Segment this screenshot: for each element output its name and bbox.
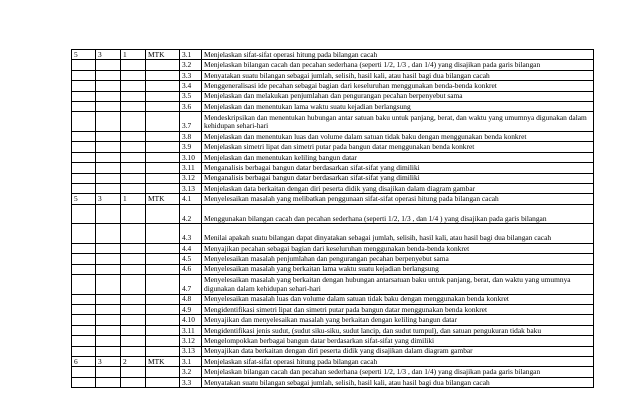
cell-empty	[96, 254, 121, 264]
cell-deskripsi: Menjelaskan bilangan cacah dan pecahan sederhana (seperti 1/2, 1/3 , dan 1/4) yang disajikan pada garis bilangan	[202, 367, 594, 377]
cell-empty	[72, 294, 96, 304]
cell-empty	[121, 315, 146, 325]
table-row	[72, 243, 594, 253]
cell-mapel: MTK	[146, 50, 180, 60]
cell-empty	[121, 81, 146, 91]
cell-empty	[96, 336, 121, 346]
cell-kode: 3.2	[180, 367, 202, 377]
cell-empty	[146, 152, 180, 162]
cell-empty	[96, 367, 121, 377]
cell-empty	[72, 315, 96, 325]
cell-empty	[146, 243, 180, 253]
cell-kode: 3.1	[180, 356, 202, 366]
cell-empty	[96, 81, 121, 91]
cell-empty	[96, 325, 121, 335]
cell-mapel: MTK	[146, 356, 180, 366]
cell-empty	[96, 101, 121, 111]
cell-empty	[146, 367, 180, 377]
cell-empty	[121, 305, 146, 315]
cell-empty	[146, 91, 180, 101]
cell-empty	[121, 243, 146, 253]
cell-kode: 3.12	[180, 173, 202, 183]
cell-deskripsi: Menjelaskan bilangan cacah dan pecahan sederhana (seperti 1/2, 1/3 , dan 1/4) yang disajikan pada garis bilangan	[202, 60, 594, 70]
cell-deskripsi: Menyelesaikan masalah penjumlahan dan pengurangan pecahan berpenyebut sama	[202, 254, 594, 264]
cell-empty	[72, 101, 96, 111]
cell-empty	[121, 60, 146, 70]
cell-empty	[146, 60, 180, 70]
cell-empty	[72, 336, 96, 346]
cell-empty	[96, 243, 121, 253]
cell-kode: 3.13	[180, 346, 202, 356]
table-row	[72, 224, 594, 244]
cell-empty	[121, 264, 146, 274]
table-row	[72, 305, 594, 315]
cell-deskripsi: Menyajikan pecahan sebagai bagian dari keseluruhan menggunakan benda-benda konkret	[202, 243, 594, 253]
cell-no: 5	[72, 50, 96, 60]
cell-empty	[96, 91, 121, 101]
cell-empty	[96, 142, 121, 152]
cell-deskripsi: Menyelesaikan masalah yang berkaitan dengan hubungan antarsatuan baku untuk panjang, berat, dan waktu yang umumnya digunakan dalam kehidupan sehari-hari	[202, 275, 594, 295]
cell-kode: 3.12	[180, 336, 202, 346]
cell-empty	[72, 224, 96, 244]
cell-empty	[72, 254, 96, 264]
cell-kode: 3.4	[180, 81, 202, 91]
table-row	[72, 346, 594, 356]
cell-empty	[72, 183, 96, 193]
cell-empty	[96, 264, 121, 274]
cell-empty	[72, 173, 96, 183]
table-row	[72, 325, 594, 335]
cell-deskripsi: Menilai apakah suatu bilangan dapat dinyatakan sebagai jumlah, selisih, hasil kali, atau hasil bagi dua bilangan cacah	[202, 224, 594, 244]
cell-empty	[121, 152, 146, 162]
cell-deskripsi: Menjelaskan simetri lipat dan simetri putar pada bangun datar menggunakan benda konkret	[202, 142, 594, 152]
table-row	[72, 50, 594, 60]
cell-kode: 4.10	[180, 315, 202, 325]
cell-empty	[96, 294, 121, 304]
cell-kode: 4.1	[180, 194, 202, 204]
cell-empty	[72, 264, 96, 274]
cell-empty	[96, 315, 121, 325]
cell-deskripsi: Menyajikan dan menyelesaikan masalah yang berkaitan dengan keliling bangun datar	[202, 315, 594, 325]
cell-kode: 3.10	[180, 152, 202, 162]
cell-empty	[121, 275, 146, 295]
cell-empty	[96, 377, 121, 387]
cell-empty	[146, 325, 180, 335]
cell-kode: 4.2	[180, 204, 202, 224]
cell-empty	[72, 152, 96, 162]
cell-deskripsi: Mengelompokkan berbagai bangun datar berdasarkan sifat-sifat yang dimiliki	[202, 336, 594, 346]
cell-empty	[72, 367, 96, 377]
cell-deskripsi: Mengidentifikasi jenis sudut, (sudut siku-siku, sudut lancip, dan sudut tumpul), dan satuan pengukuran tidak baku	[202, 325, 594, 335]
cell-empty	[72, 377, 96, 387]
cell-deskripsi: Menganalisis berbagai bangun datar berdasarkan sifat-sifat yang dimiliki	[202, 163, 594, 173]
table-row	[72, 81, 594, 91]
table-row	[72, 91, 594, 101]
cell-semester: 1	[121, 50, 146, 60]
cell-kode: 3.1	[180, 50, 202, 60]
cell-empty	[146, 142, 180, 152]
cell-empty	[121, 173, 146, 183]
cell-kelas: 3	[96, 356, 121, 366]
cell-empty	[96, 346, 121, 356]
cell-empty	[72, 204, 96, 224]
cell-empty	[146, 254, 180, 264]
cell-kode: 4.8	[180, 294, 202, 304]
cell-empty	[121, 183, 146, 193]
table-row	[72, 315, 594, 325]
cell-empty	[96, 224, 121, 244]
table-row	[72, 367, 594, 377]
cell-kode: 4.7	[180, 275, 202, 295]
cell-semester: 1	[121, 194, 146, 204]
cell-semester: 2	[121, 356, 146, 366]
cell-empty	[72, 91, 96, 101]
cell-kode: 3.2	[180, 60, 202, 70]
cell-no: 6	[72, 356, 96, 366]
cell-empty	[146, 101, 180, 111]
cell-empty	[72, 243, 96, 253]
cell-kode: 3.6	[180, 101, 202, 111]
cell-mapel: MTK	[146, 194, 180, 204]
cell-kode: 3.11	[180, 163, 202, 173]
cell-empty	[96, 305, 121, 315]
cell-empty	[121, 163, 146, 173]
cell-empty	[121, 346, 146, 356]
cell-kode: 4.5	[180, 254, 202, 264]
table-row	[72, 131, 594, 141]
cell-kode: 4.9	[180, 305, 202, 315]
table-row	[72, 194, 594, 204]
cell-empty	[72, 163, 96, 173]
cell-deskripsi: Menjelaskan data berkaitan dengan diri peserta didik yang disajikan dalam diagram gambar	[202, 183, 594, 193]
table-row	[72, 183, 594, 193]
cell-empty	[72, 275, 96, 295]
cell-deskripsi: Mengidentifikasi simetri lipat dan simetri putar pada bangun datar menggunakan benda konkret	[202, 305, 594, 315]
table-row	[72, 112, 594, 132]
cell-empty	[146, 204, 180, 224]
cell-empty	[146, 131, 180, 141]
cell-empty	[96, 183, 121, 193]
cell-deskripsi: Menyatakan suatu bilangan sebagai jumlah, selisih, hasil kali, atau hasil bagi dua bilangan cacah	[202, 377, 594, 387]
cell-empty	[121, 377, 146, 387]
cell-empty	[96, 60, 121, 70]
table-row	[72, 101, 594, 111]
cell-kode: 4.6	[180, 264, 202, 274]
table-body	[72, 50, 594, 388]
table-row	[72, 163, 594, 173]
cell-empty	[146, 112, 180, 132]
cell-empty	[121, 325, 146, 335]
cell-empty	[72, 325, 96, 335]
cell-kode: 4.4	[180, 243, 202, 253]
cell-empty	[96, 173, 121, 183]
cell-deskripsi: Menyajikan data berkaitan dengan diri peserta didik yang disajikan dalam diagram gambar	[202, 346, 594, 356]
table-row	[72, 356, 594, 366]
cell-empty	[146, 264, 180, 274]
cell-empty	[72, 81, 96, 91]
cell-empty	[146, 163, 180, 173]
cell-empty	[121, 101, 146, 111]
cell-deskripsi: Menyelesaikan masalah yang berkaitan lama waktu suatu kejadian berlangsung	[202, 264, 594, 274]
cell-kode: 3.13	[180, 183, 202, 193]
cell-kelas: 3	[96, 50, 121, 60]
cell-empty	[121, 131, 146, 141]
cell-deskripsi: Menjelaskan sifat-sifat operasi hitung pada bilangan cacah	[202, 50, 594, 60]
cell-empty	[121, 70, 146, 80]
cell-empty	[121, 294, 146, 304]
table-row	[72, 254, 594, 264]
cell-empty	[146, 305, 180, 315]
cell-empty	[72, 70, 96, 80]
cell-deskripsi: Menjelaskan sifat-sifat operasi hitung pada bilangan cacah	[202, 356, 594, 366]
cell-deskripsi: Menggeneralisasi ide pecahan sebagai bagian dari keseluruhan menggunakan benda-benda konkret	[202, 81, 594, 91]
cell-empty	[96, 163, 121, 173]
cell-empty	[146, 275, 180, 295]
cell-deskripsi: Menjelaskan dan menentukan lama waktu suatu kejadian berlangsung	[202, 101, 594, 111]
table-row	[72, 173, 594, 183]
table-row	[72, 60, 594, 70]
cell-empty	[121, 91, 146, 101]
cell-deskripsi: Mendeskripsikan dan menentukan hubungan antar satuan baku untuk panjang, berat, dan waktu yang umumnya digunakan dalam kehidupan sehari-hari	[202, 112, 594, 132]
cell-empty	[121, 224, 146, 244]
cell-deskripsi: Menggunakan bilangan cacah dan pecahan sederhana (seperti 1/2, 1/3 , dan 1/4 ) yang disajikan pada garis bilangan	[202, 204, 594, 224]
cell-empty	[96, 204, 121, 224]
cell-kode: 3.7	[180, 112, 202, 132]
cell-no: 5	[72, 194, 96, 204]
cell-deskripsi: Menyelesaikan masalah yang melibatkan penggunaan sifat-sifat operasi hitung pada bilangan cacah	[202, 194, 594, 204]
cell-empty	[146, 81, 180, 91]
cell-kelas: 3	[96, 194, 121, 204]
table-row	[72, 377, 594, 387]
cell-kode: 3.3	[180, 70, 202, 80]
cell-empty	[72, 131, 96, 141]
cell-empty	[96, 152, 121, 162]
cell-empty	[146, 377, 180, 387]
cell-deskripsi: Menjelaskan dan menentukan luas dan volume dalam satuan tidak baku dengan menggunakan benda konkret	[202, 131, 594, 141]
cell-empty	[72, 346, 96, 356]
table-row	[72, 264, 594, 274]
cell-deskripsi: Menjelaskan dan menentukan keliling bangun datar	[202, 152, 594, 162]
cell-kode: 3.3	[180, 377, 202, 387]
cell-empty	[121, 112, 146, 132]
cell-empty	[121, 367, 146, 377]
table-row	[72, 152, 594, 162]
cell-empty	[146, 173, 180, 183]
cell-deskripsi: Menyelesaikan masalah luas dan volume dalam satuan tidak baku dengan menggunakan benda konkret	[202, 294, 594, 304]
cell-kode: 4.3	[180, 224, 202, 244]
cell-kode: 3.5	[180, 91, 202, 101]
cell-empty	[121, 336, 146, 346]
cell-empty	[72, 60, 96, 70]
kompetensi-dasar-table	[71, 49, 594, 388]
cell-empty	[121, 142, 146, 152]
cell-empty	[121, 254, 146, 264]
cell-empty	[146, 294, 180, 304]
cell-empty	[96, 275, 121, 295]
cell-empty	[146, 346, 180, 356]
table-row	[72, 336, 594, 346]
cell-empty	[146, 315, 180, 325]
cell-empty	[146, 336, 180, 346]
table-row	[72, 142, 594, 152]
table-row	[72, 294, 594, 304]
cell-empty	[72, 305, 96, 315]
cell-kode: 3.8	[180, 131, 202, 141]
cell-empty	[72, 142, 96, 152]
table-row	[72, 70, 594, 80]
cell-empty	[146, 224, 180, 244]
table-row	[72, 204, 594, 224]
cell-empty	[96, 112, 121, 132]
cell-empty	[96, 131, 121, 141]
cell-empty	[146, 70, 180, 80]
cell-empty	[96, 70, 121, 80]
cell-deskripsi: Menyatakan suatu bilangan sebagai jumlah, selisih, hasil kali, atau hasil bagi dua bilangan cacah	[202, 70, 594, 80]
cell-empty	[146, 183, 180, 193]
table-row	[72, 275, 594, 295]
cell-empty	[72, 112, 96, 132]
cell-kode: 3.11	[180, 325, 202, 335]
cell-empty	[121, 204, 146, 224]
cell-deskripsi: Menjelaskan dan melakukan penjumlahan dan pengurangan pecahan berpenyebut sama	[202, 91, 594, 101]
cell-kode: 3.9	[180, 142, 202, 152]
cell-deskripsi: Menganalisis berbagai bangun datar berdasarkan sifat-sifat yang dimiliki	[202, 173, 594, 183]
